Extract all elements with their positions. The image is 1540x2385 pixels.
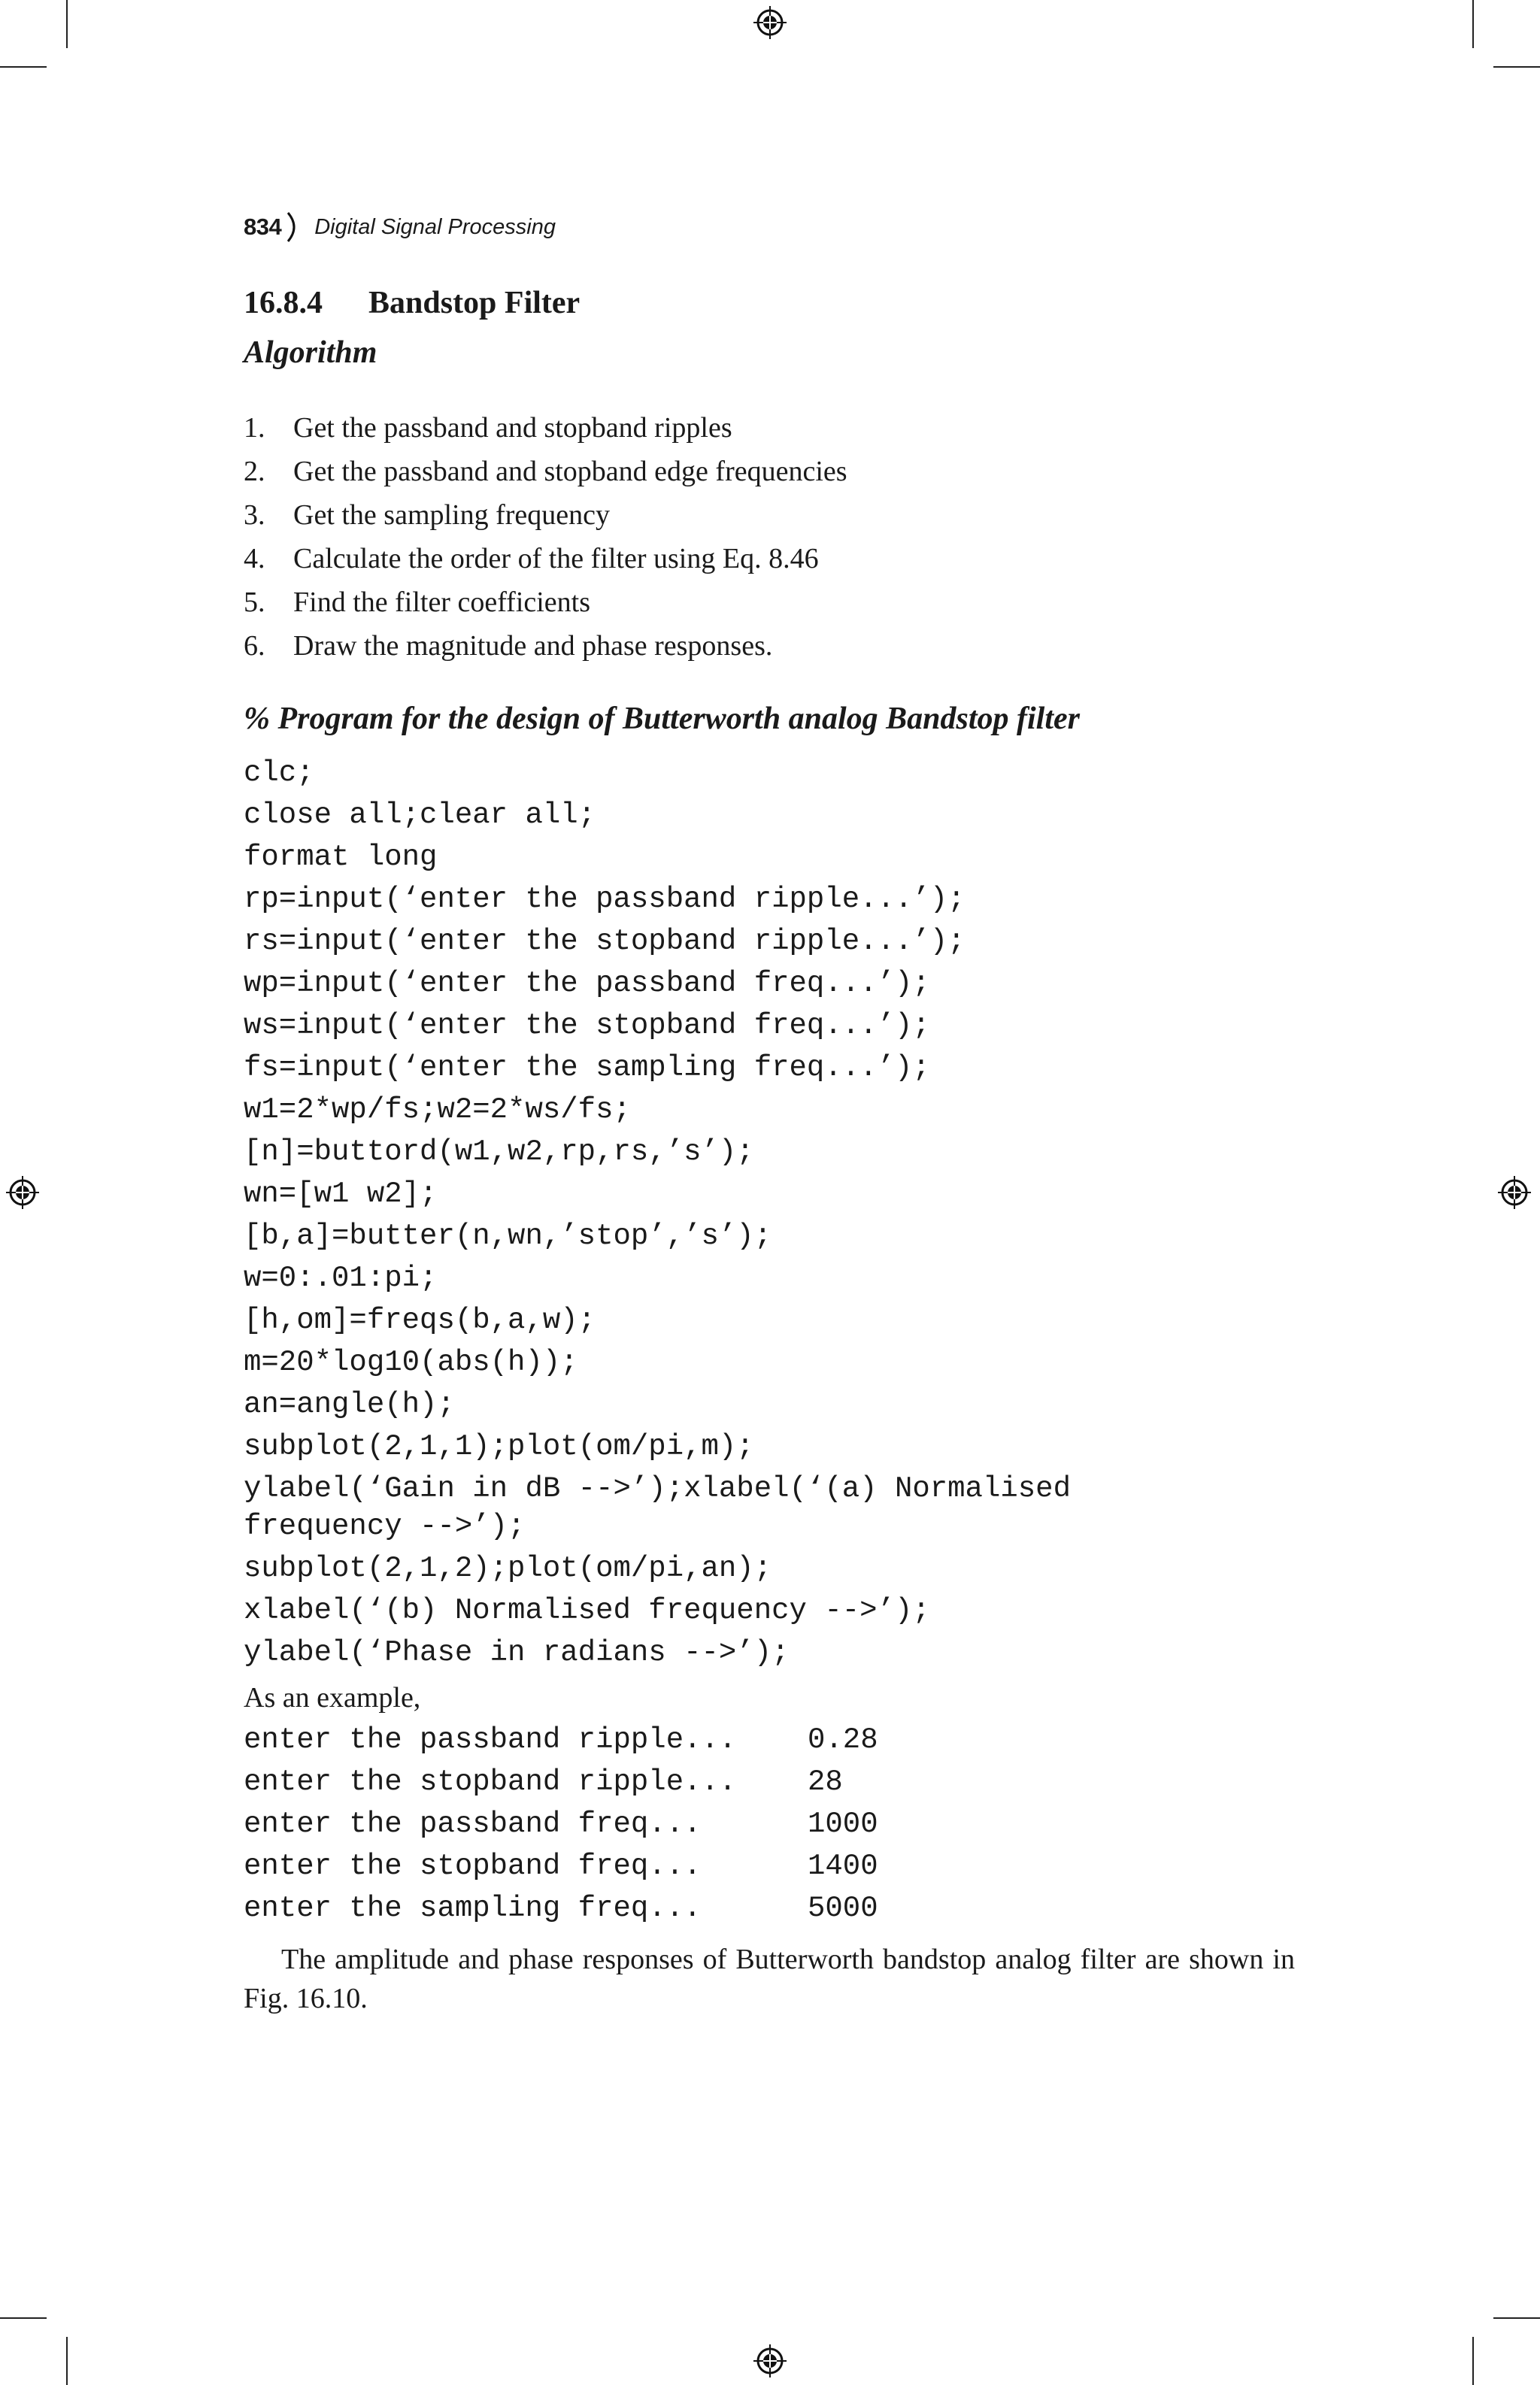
code-line: frequency -->’); (244, 1510, 526, 1543)
step-text: Get the passband and stopband ripples (293, 412, 732, 444)
example-row (244, 1803, 1296, 1845)
example-value: 1400 (808, 1850, 878, 1883)
registration-mark-left-icon (6, 1176, 39, 1209)
code-line: [b,a]=butter(n,wn,’stop’,’s’); (244, 1220, 772, 1253)
step-text: Get the passband and stopband edge frequencies (293, 456, 847, 487)
closing-paragraph: The amplitude and phase responses of Butterworth bandstop analog filter are shown in Fig. 16.10. (244, 1944, 1295, 2014)
crop-mark-bottom-left-horizontal (0, 2317, 47, 2319)
section-heading (244, 278, 1296, 328)
code-line: subplot(2,1,2);plot(om/pi,an); (244, 1552, 772, 1585)
list-item (244, 580, 1296, 624)
example-row (244, 1845, 1296, 1887)
crop-mark-top-left-horizontal (0, 66, 47, 68)
code-line: rs=input(‘enter the stopband ripple...’); (244, 925, 966, 958)
step-number: 2. (244, 456, 265, 487)
step-text: Calculate the order of the filter using Eq. 8.46 (293, 543, 819, 574)
list-item (244, 406, 1296, 450)
example-row (244, 1887, 1296, 1929)
running-header (244, 209, 556, 245)
algorithm-steps (244, 406, 1296, 668)
header-arc-icon (286, 211, 301, 244)
example-value: 0.28 (808, 1723, 878, 1756)
list-item (244, 493, 1296, 537)
example-io (244, 1719, 1296, 1929)
code-line: fs=input(‘enter the sampling freq...’); (244, 1051, 930, 1084)
crop-mark-bottom-right-vertical (1472, 2337, 1474, 2385)
example-prompt: enter the passband freq... (244, 1808, 702, 1841)
example-prompt: enter the sampling freq... (244, 1892, 702, 1925)
crop-mark-top-right-horizontal (1493, 66, 1540, 68)
section-number: 16.8.4 (244, 286, 323, 320)
example-prompt: enter the stopband ripple... (244, 1765, 737, 1799)
step-number: 1. (244, 412, 265, 444)
code-line: ylabel(‘Gain in dB -->’);xlabel(‘(a) Normalised (244, 1472, 1071, 1505)
code-line: xlabel(‘(b) Normalised frequency -->’); (244, 1594, 930, 1627)
registration-mark-right-icon (1498, 1176, 1531, 1209)
step-text: Draw the magnitude and phase responses. (293, 630, 773, 662)
code-line: an=angle(h); (244, 1388, 455, 1421)
code-line: [n]=buttord(w1,w2,rp,rs,’s’); (244, 1135, 754, 1168)
code-line: rp=input(‘enter the passband ripple...’); (244, 883, 966, 916)
code-line: clc; (244, 756, 314, 789)
step-number: 6. (244, 630, 265, 662)
code-line: w1=2*wp/fs;w2=2*ws/fs; (244, 1093, 631, 1126)
crop-mark-bottom-right-horizontal (1493, 2317, 1540, 2319)
section-title: Bandstop Filter (368, 286, 581, 320)
crop-mark-top-right-vertical (1472, 0, 1474, 48)
step-text: Get the sampling frequency (293, 499, 611, 531)
running-title: Digital Signal Processing (314, 214, 556, 239)
step-number: 4. (244, 543, 265, 574)
code-line: [h,om]=freqs(b,a,w); (244, 1304, 596, 1337)
example-prompt: enter the stopband freq... (244, 1850, 702, 1883)
example-value: 28 (808, 1765, 843, 1799)
code-line: m=20*log10(abs(h)); (244, 1346, 578, 1379)
registration-mark-bottom-icon (753, 2344, 787, 2377)
example-label: As an example, (244, 1682, 421, 1714)
code-line: subplot(2,1,1);plot(om/pi,m); (244, 1430, 754, 1463)
step-number: 3. (244, 499, 265, 531)
page-content (244, 278, 1296, 2018)
example-value: 5000 (808, 1892, 878, 1925)
code-line: format long (244, 841, 438, 874)
crop-mark-top-left-vertical (66, 0, 68, 48)
program-heading: % Program for the design of Butterworth analog Bandstop filter (244, 702, 1080, 736)
crop-mark-bottom-left-vertical (66, 2337, 68, 2385)
list-item (244, 537, 1296, 580)
step-text: Find the filter coefficients (293, 586, 591, 618)
list-item (244, 450, 1296, 493)
code-line: w=0:.01:pi; (244, 1262, 438, 1295)
example-row (244, 1761, 1296, 1803)
example-value: 1000 (808, 1808, 878, 1841)
example-prompt: enter the passband ripple... (244, 1723, 737, 1756)
code-line: ws=input(‘enter the stopband freq...’); (244, 1009, 930, 1042)
code-line: close all;clear all; (244, 799, 596, 832)
list-item (244, 624, 1296, 668)
code-line: wn=[w1 w2]; (244, 1177, 438, 1211)
example-row (244, 1719, 1296, 1761)
registration-mark-top-icon (753, 6, 787, 39)
page-number: 834 (244, 214, 282, 240)
code-listing (244, 752, 1296, 1674)
algorithm-heading: Algorithm (244, 335, 377, 370)
step-number: 5. (244, 586, 265, 618)
code-line: ylabel(‘Phase in radians -->’); (244, 1636, 790, 1669)
code-line: wp=input(‘enter the passband freq...’); (244, 967, 930, 1000)
